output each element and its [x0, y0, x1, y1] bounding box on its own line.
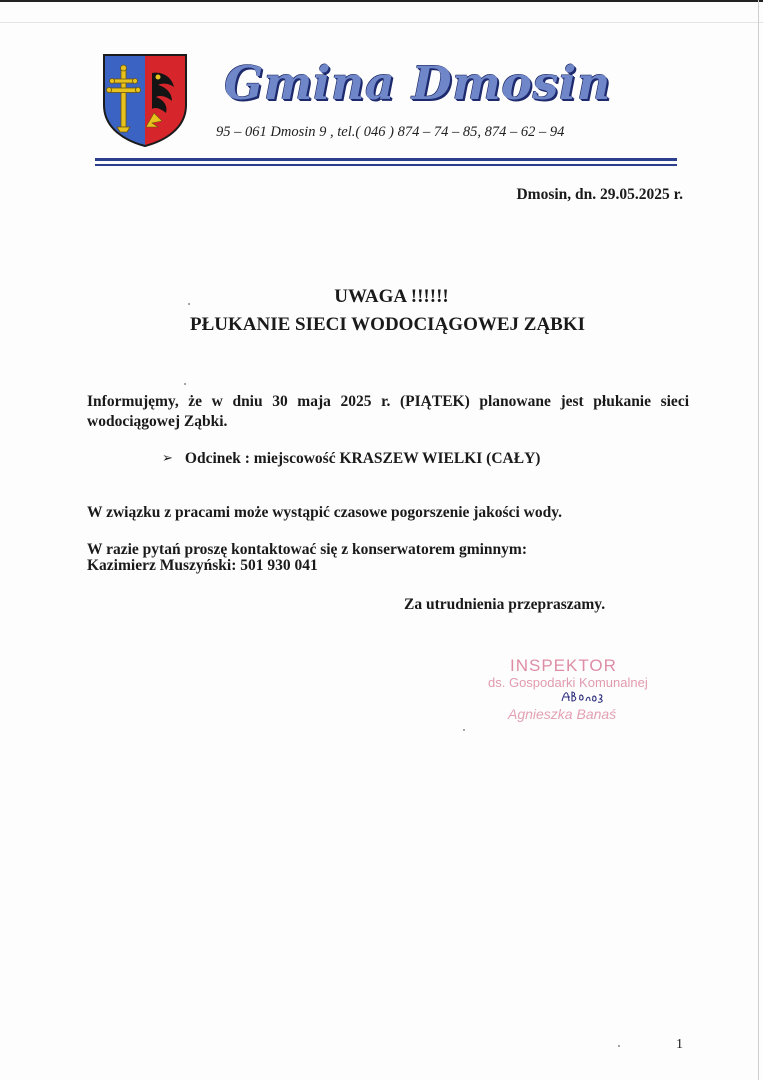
- section-bullet-text: Odcinek : miejscowość KRASZEW WIELKI (CAŁY): [184, 450, 541, 467]
- water-quality-paragraph: W związku z pracami może wystąpić czasowe pogorszenie jakości wody.: [87, 504, 562, 521]
- header-divider: [95, 158, 677, 161]
- scan-speck: [184, 383, 186, 385]
- scan-edge: [0, 0, 763, 2]
- stamp-title: INSPEKTOR: [510, 656, 617, 675]
- document-date: Dmosin, dn. 29.05.2025 r.: [516, 186, 683, 203]
- scan-edge: [758, 0, 759, 1080]
- organization-name: Gmina Dmosin: [224, 56, 611, 110]
- contact-person: Kazimierz Muszyński: 501 930 041: [87, 557, 318, 574]
- stamp-name: Agnieszka Banaś: [508, 706, 617, 722]
- signature-icon: [560, 688, 606, 704]
- header-divider: [95, 164, 677, 166]
- page-number: 1: [676, 1037, 683, 1052]
- arrow-bullet-icon: ➢: [162, 451, 173, 466]
- stamp-department: ds. Gospodarki Komunalnej: [488, 675, 648, 690]
- closing-apology: Za utrudnienia przepraszamy.: [404, 596, 606, 613]
- coat-of-arms-icon: [102, 53, 188, 148]
- organization-address: 95 – 061 Dmosin 9 , tel.( 046 ) 874 – 74 – 85, 874 – 62 – 94: [216, 124, 565, 140]
- section-bullet: [162, 449, 540, 469]
- official-stamp: [488, 656, 668, 726]
- scan-speck: [463, 729, 465, 731]
- scan-edge: [0, 22, 763, 23]
- notice-heading: UWAGA !!!!!!: [334, 286, 449, 307]
- scan-speck: [188, 303, 190, 305]
- contact-paragraph: W razie pytań proszę kontaktować się z konserwatorem gminnym:: [87, 541, 527, 558]
- announcement-paragraph: Informujęmy, że w dniu 30 maja 2025 r. (PIĄTEK) planowane jest płukanie sieci wodociągowej Ząbki.: [87, 393, 689, 430]
- scan-speck: [618, 1045, 620, 1047]
- notice-title: PŁUKANIE SIECI WODOCIĄGOWEJ ZĄBKI: [189, 314, 586, 335]
